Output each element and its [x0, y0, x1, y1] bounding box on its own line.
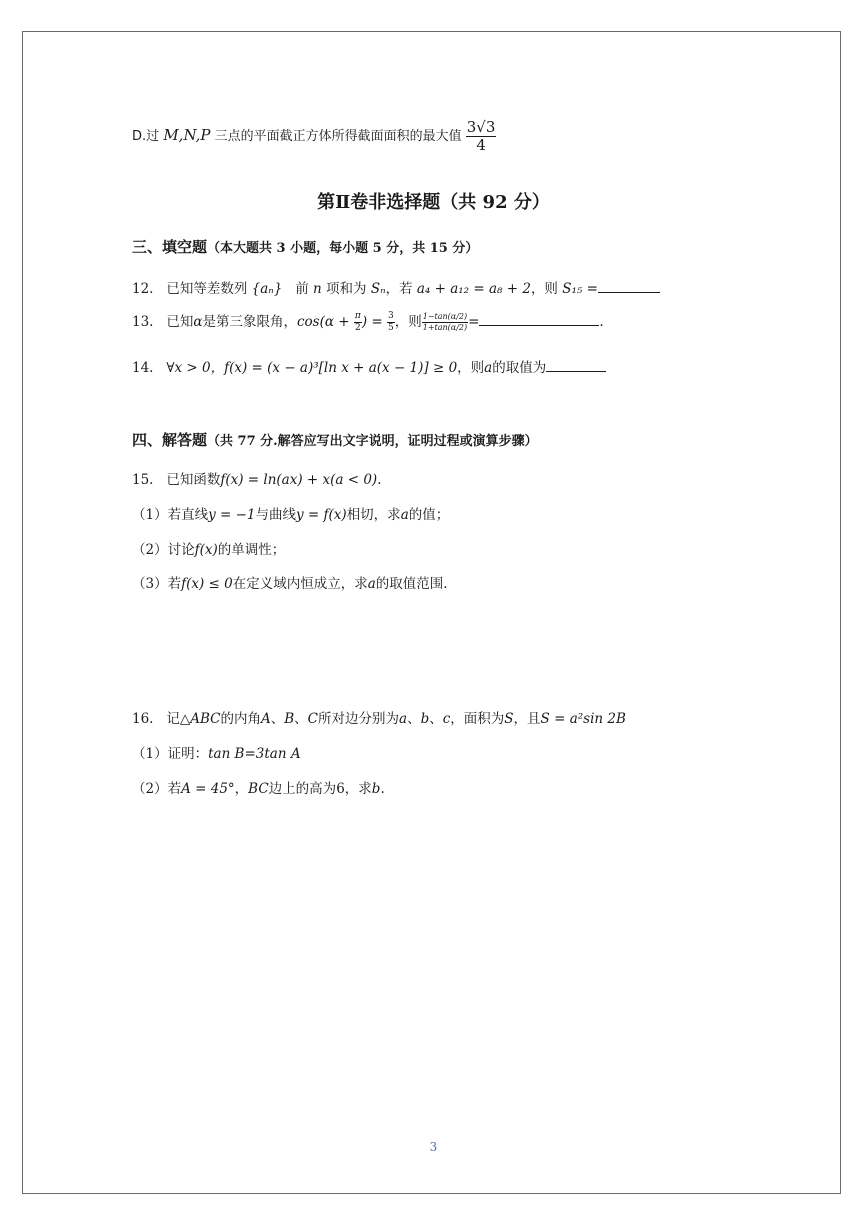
- fraction-numerator: 3: [388, 311, 394, 321]
- fraction-denominator: 5: [388, 323, 394, 333]
- math-expr: tan B=3tan A: [208, 746, 301, 762]
- question-text: 若直线: [167, 507, 209, 523]
- question-text: 与曲线: [255, 507, 297, 523]
- question-text: 已知函数: [166, 472, 221, 488]
- math-expr: f(x): [194, 542, 218, 558]
- question-text: 边上的高为: [268, 781, 337, 797]
- part-title: 第Ⅱ卷非选择题（共 92 分）: [317, 192, 550, 213]
- question-text: 已知等差数列: [166, 281, 248, 297]
- question-16-part-2: [132, 777, 385, 797]
- question-number: 14.: [132, 360, 154, 376]
- question-text: ，则: [457, 360, 485, 376]
- math-expr: (α +: [319, 314, 354, 330]
- math-expr: A = 45°: [181, 781, 235, 797]
- option-d: [132, 120, 496, 153]
- part-label: （3）: [132, 576, 168, 592]
- question-text: 相切，求: [346, 507, 401, 523]
- part-label: （2）: [132, 781, 168, 797]
- answer-blank[interactable]: [479, 313, 599, 326]
- question-15-part-3: [132, 572, 448, 592]
- math-expr: c: [442, 711, 451, 727]
- question-text: 是第三象限角，: [202, 314, 297, 330]
- question-text: 的值；: [408, 507, 450, 523]
- section-4-heading: [132, 429, 538, 450]
- math-expr: BC: [248, 781, 269, 797]
- question-text: ，则: [394, 314, 422, 330]
- math-expr: {aₙ}: [251, 281, 283, 297]
- question-text: 讨论: [167, 542, 195, 558]
- fraction-numerator: 1−tan(α/2): [422, 312, 468, 321]
- option-d-points: M,N,P: [163, 126, 211, 144]
- question-number: 16.: [132, 711, 154, 727]
- section-note: （共 77 分.解答应写出文字说明，证明过程或演算步骤）: [207, 434, 538, 449]
- question-text: 项和为: [326, 281, 367, 297]
- question-16: [132, 707, 626, 727]
- math-expr: S₁₅ =: [562, 281, 598, 297]
- fraction-numerator: 3√3: [466, 118, 496, 136]
- option-d-fraction: [466, 120, 497, 153]
- question-text: 若: [167, 781, 182, 797]
- question-text: ，若: [385, 281, 413, 297]
- math-expr: S = a²sin 2B: [540, 711, 626, 727]
- question-number: 12.: [132, 281, 154, 297]
- section-3-heading: [132, 236, 478, 257]
- math-expr: b: [420, 711, 430, 727]
- section-heading-text: 三、填空题: [132, 238, 208, 256]
- option-d-label: D.: [132, 129, 147, 144]
- fraction-denominator: 4: [476, 136, 486, 154]
- question-text: 的取值范围.: [375, 576, 448, 592]
- question-text: ，: [234, 781, 249, 797]
- math-expr: α: [193, 314, 203, 330]
- question-text: 记△: [166, 711, 191, 727]
- value-fraction: [387, 312, 395, 333]
- question-text: ，则: [530, 281, 558, 297]
- fraction-denominator: 1+tan(α/2): [422, 323, 468, 332]
- question-number: 15.: [132, 472, 154, 488]
- math-expr: B: [284, 711, 295, 727]
- question-text: ，面积为: [450, 711, 505, 727]
- math-expr: a₄ + a₁₂ = a₈ + 2: [416, 281, 531, 297]
- math-expr: S: [504, 711, 514, 727]
- question-text: .: [380, 781, 385, 797]
- tan-fraction: [422, 313, 468, 332]
- question-12: [132, 277, 660, 297]
- math-expr: a: [367, 576, 376, 592]
- question-text: 的单调性；: [217, 542, 286, 558]
- fraction-denominator: 2: [354, 323, 361, 333]
- part-label: （1）: [132, 746, 168, 762]
- math-expr: ∀x > 0，: [166, 360, 225, 376]
- math-expr: 6: [336, 781, 345, 797]
- question-text: 、: [407, 711, 421, 727]
- option-d-text: 过: [146, 129, 160, 144]
- question-text: 在定义域内恒成立，求: [232, 576, 368, 592]
- section-heading-text: 四、解答题: [132, 431, 208, 449]
- question-15-part-1: [132, 503, 449, 523]
- math-expr: cos: [296, 314, 320, 330]
- question-text: 若: [167, 576, 182, 592]
- option-d-text-2: 三点的平面截正方体所得截面面积的最大值: [214, 129, 462, 144]
- math-expr: n: [313, 281, 322, 297]
- question-text: ，且: [513, 711, 541, 727]
- part-label: （1）: [132, 507, 168, 523]
- question-15-part-2: [132, 538, 285, 558]
- math-expr: a: [484, 360, 493, 376]
- math-expr: A: [261, 711, 271, 727]
- math-expr: y = f(x): [296, 507, 347, 523]
- question-13: [132, 310, 604, 333]
- math-expr: y = −1: [208, 507, 256, 523]
- math-expr: =: [468, 314, 480, 330]
- question-text: 、: [294, 711, 308, 727]
- page-number: 3: [429, 1140, 438, 1154]
- math-expr: ): [361, 314, 368, 330]
- math-expr: f(x) = ln(ax) + x(a < 0): [220, 472, 378, 488]
- part-label: （2）: [132, 542, 168, 558]
- question-text: 、: [270, 711, 285, 727]
- question-text: 的取值为: [492, 360, 547, 376]
- question-text: 证明：: [167, 746, 209, 762]
- math-expr: Sₙ: [370, 281, 386, 297]
- math-expr: a: [399, 711, 408, 727]
- question-15: [132, 468, 381, 488]
- question-text: .: [599, 314, 604, 330]
- answer-blank[interactable]: [598, 280, 660, 293]
- math-expr: C: [307, 711, 319, 727]
- math-expr: =: [367, 314, 387, 330]
- question-text: 前: [295, 281, 309, 297]
- fraction-numerator: π: [354, 311, 361, 321]
- question-14: [132, 356, 606, 376]
- question-number: 13.: [132, 314, 154, 330]
- question-text: 的内角: [220, 711, 261, 727]
- question-16-part-1: [132, 742, 301, 762]
- question-text: .: [377, 472, 382, 488]
- pi-fraction: [354, 312, 362, 333]
- question-text: ，求: [344, 781, 372, 797]
- question-text: 、: [429, 711, 443, 727]
- math-expr: ABC: [190, 711, 221, 727]
- answer-blank[interactable]: [546, 359, 606, 372]
- question-text: 所对边分别为: [318, 711, 400, 727]
- question-text: 已知: [166, 314, 194, 330]
- math-expr: b: [371, 781, 381, 797]
- math-expr: a: [400, 507, 409, 523]
- section-note: （本大题共 3 小题，每小题 5 分，共 15 分）: [207, 241, 479, 256]
- math-expr: f(x) ≤ 0: [181, 576, 233, 592]
- math-expr: f(x) = (x − a)³[ln x + a(x − 1)] ≥ 0: [224, 360, 458, 376]
